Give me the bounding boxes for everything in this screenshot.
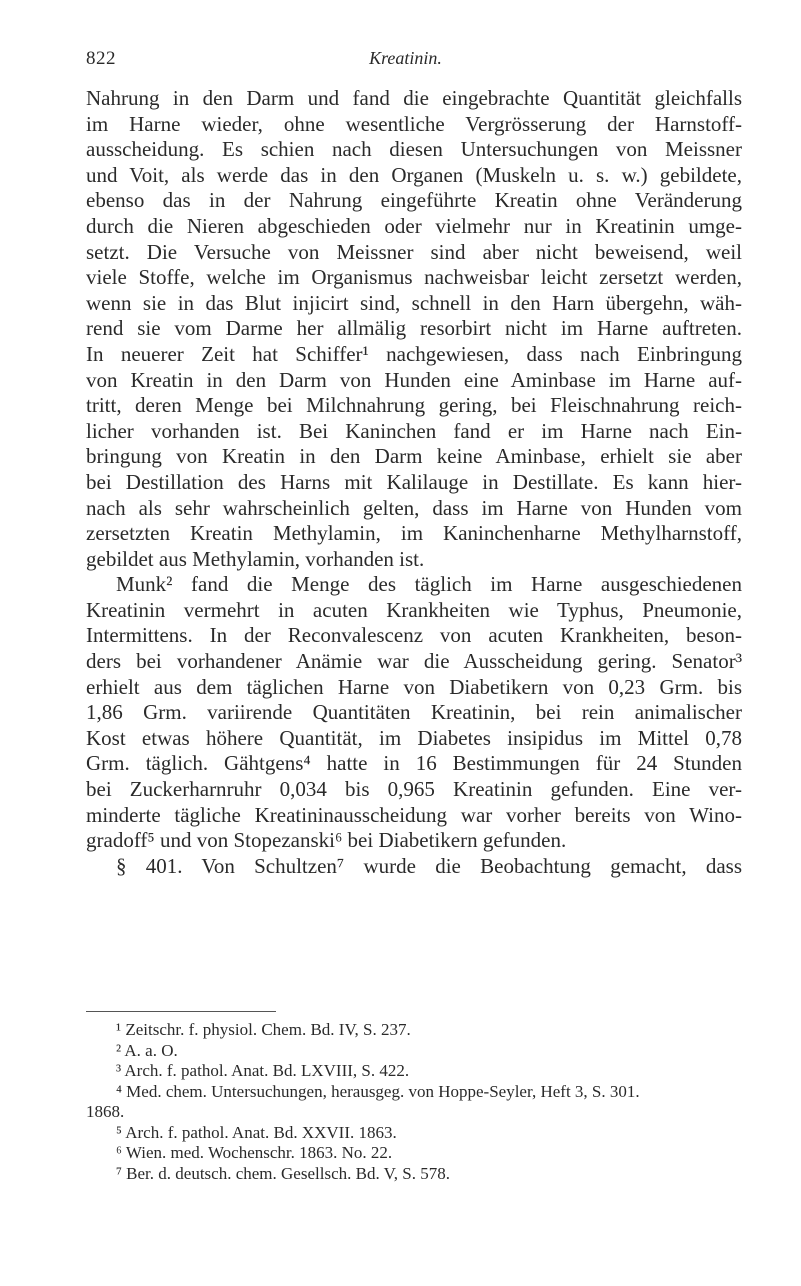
text-line: zersetzten Kreatin Methylamin, im Kaninchenharne Methylharnstoff, — [86, 521, 742, 546]
text-line: ausscheidung. Es schien nach diesen Untersuchungen von Meissner — [86, 137, 742, 162]
text-line: Nahrung in den Darm und fand die eingebrachte Quantität gleichfalls — [86, 86, 742, 110]
text-line: durch die Nieren abgeschieden oder vielmehr nur in Kreatinin umge- — [86, 213, 742, 238]
page-header — [0, 46, 801, 76]
text-line: setzt. Die Versuche von Meissner sind aber nicht beweisend, weil — [86, 239, 742, 264]
text-line: Kreatinin vermehrt in acuten Krankheiten wie Typhus, Pneumonie, — [86, 597, 742, 622]
text-line: minderte tägliche Kreatininausscheidung war vorher bereits von Wino- — [86, 802, 742, 827]
footnote: ⁶ Wien. med. Wochenschr. 1863. No. 22. — [116, 1143, 393, 1162]
footnote: ¹ Zeitschr. f. physiol. Chem. Bd. IV, S. 237. — [116, 1020, 411, 1039]
footnote: ⁵ Arch. f. pathol. Anat. Bd. XXVII. 1863. — [116, 1122, 397, 1142]
running-title: Kreatinin. — [369, 48, 442, 68]
footnote-continuation: 1868. — [86, 1102, 125, 1121]
text-line: Grm. täglich. Gähtgens⁴ hatte in 16 Bestimmungen für 24 Stunden — [86, 751, 742, 776]
text-line: ebenso das in der Nahrung eingeführte Kreatin ohne Veränderung — [86, 188, 742, 213]
text-line: nach als sehr wahrscheinlich gelten, dass im Harne von Hunden vom — [86, 495, 742, 520]
text-line: Kost etwas höhere Quantität, im Diabetes insipidus im Mittel 0,78 — [86, 725, 742, 750]
footnote-divider — [86, 1011, 276, 1012]
text-line: gebildet aus Methylamin, vorhanden ist. — [86, 546, 425, 571]
text-line: im Harne wieder, ohne wesentliche Vergrösserung der Harnstoff- — [86, 111, 742, 136]
text-line: viele Stoffe, welche im Organismus nachweisbar leicht zersetzt werden, — [86, 265, 742, 290]
body-text — [86, 86, 742, 879]
text-line: 1,86 Grm. variirende Quantitäten Kreatinin, bei rein animalischer — [86, 700, 742, 725]
text-line: licher vorhanden ist. Bei Kaninchen fand er im Harne nach Ein- — [86, 418, 742, 443]
text-line: bei Destillation des Harns mit Kalilauge in Destillate. Es kann hier- — [86, 469, 742, 494]
text-line: In neuerer Zeit hat Schiffer¹ nachgewiesen, dass nach Einbringung — [86, 341, 742, 366]
text-line: ders bei vorhandener Anämie war die Ausscheidung gering. Senator³ — [86, 649, 742, 674]
text-line: wenn sie in das Blut injicirt sind, schnell in den Harn übergehn, wäh- — [86, 290, 742, 315]
text-line: Munk² fand die Menge des täglich im Harne ausgeschiedenen — [116, 572, 742, 597]
footnote: ² A. a. O. — [116, 1040, 178, 1060]
footnote: ³ Arch. f. pathol. Anat. Bd. LXVIII, S. 422. — [116, 1061, 410, 1080]
footnote: ⁴ Med. chem. Untersuchungen, herausgeg. von Hoppe-Seyler, Heft 3, S. 301. — [116, 1081, 640, 1101]
text-line: erhielt aus dem täglichen Harne von Diabetikern von 0,23 Grm. bis — [86, 674, 742, 699]
text-line: tritt, deren Menge bei Milchnahrung gering, bei Fleischnahrung reich- — [86, 393, 742, 418]
page-number: 822 — [86, 48, 116, 69]
text-line: und Voit, als werde das in den Organen (Muskeln u. s. w.) gebildete, — [86, 162, 742, 187]
text-line: rend sie vom Darme her allmälig resorbirt nicht im Harne auftreten. — [86, 316, 742, 341]
text-line: von Kreatin in den Darm von Hunden eine Aminbase im Harne auf- — [86, 367, 742, 392]
text-line: Intermittens. In der Reconvalescenz von acuten Krankheiten, beson- — [86, 623, 742, 648]
text-line: § 401. Von Schultzen⁷ wurde die Beobachtung gemacht, dass — [116, 853, 742, 878]
text-line: bringung von Kreatin in den Darm keine Aminbase, erhielt sie aber — [86, 444, 742, 469]
footnote: ⁷ Ber. d. deutsch. chem. Gesellsch. Bd. V, S. 578. — [116, 1163, 450, 1183]
footnotes — [86, 1020, 742, 1184]
text-line: gradoff⁵ und von Stopezanski⁶ bei Diabetikern gefunden. — [86, 828, 567, 853]
text-line: bei Zuckerharnruhr 0,034 bis 0,965 Kreatinin gefunden. Eine ver- — [86, 777, 742, 802]
